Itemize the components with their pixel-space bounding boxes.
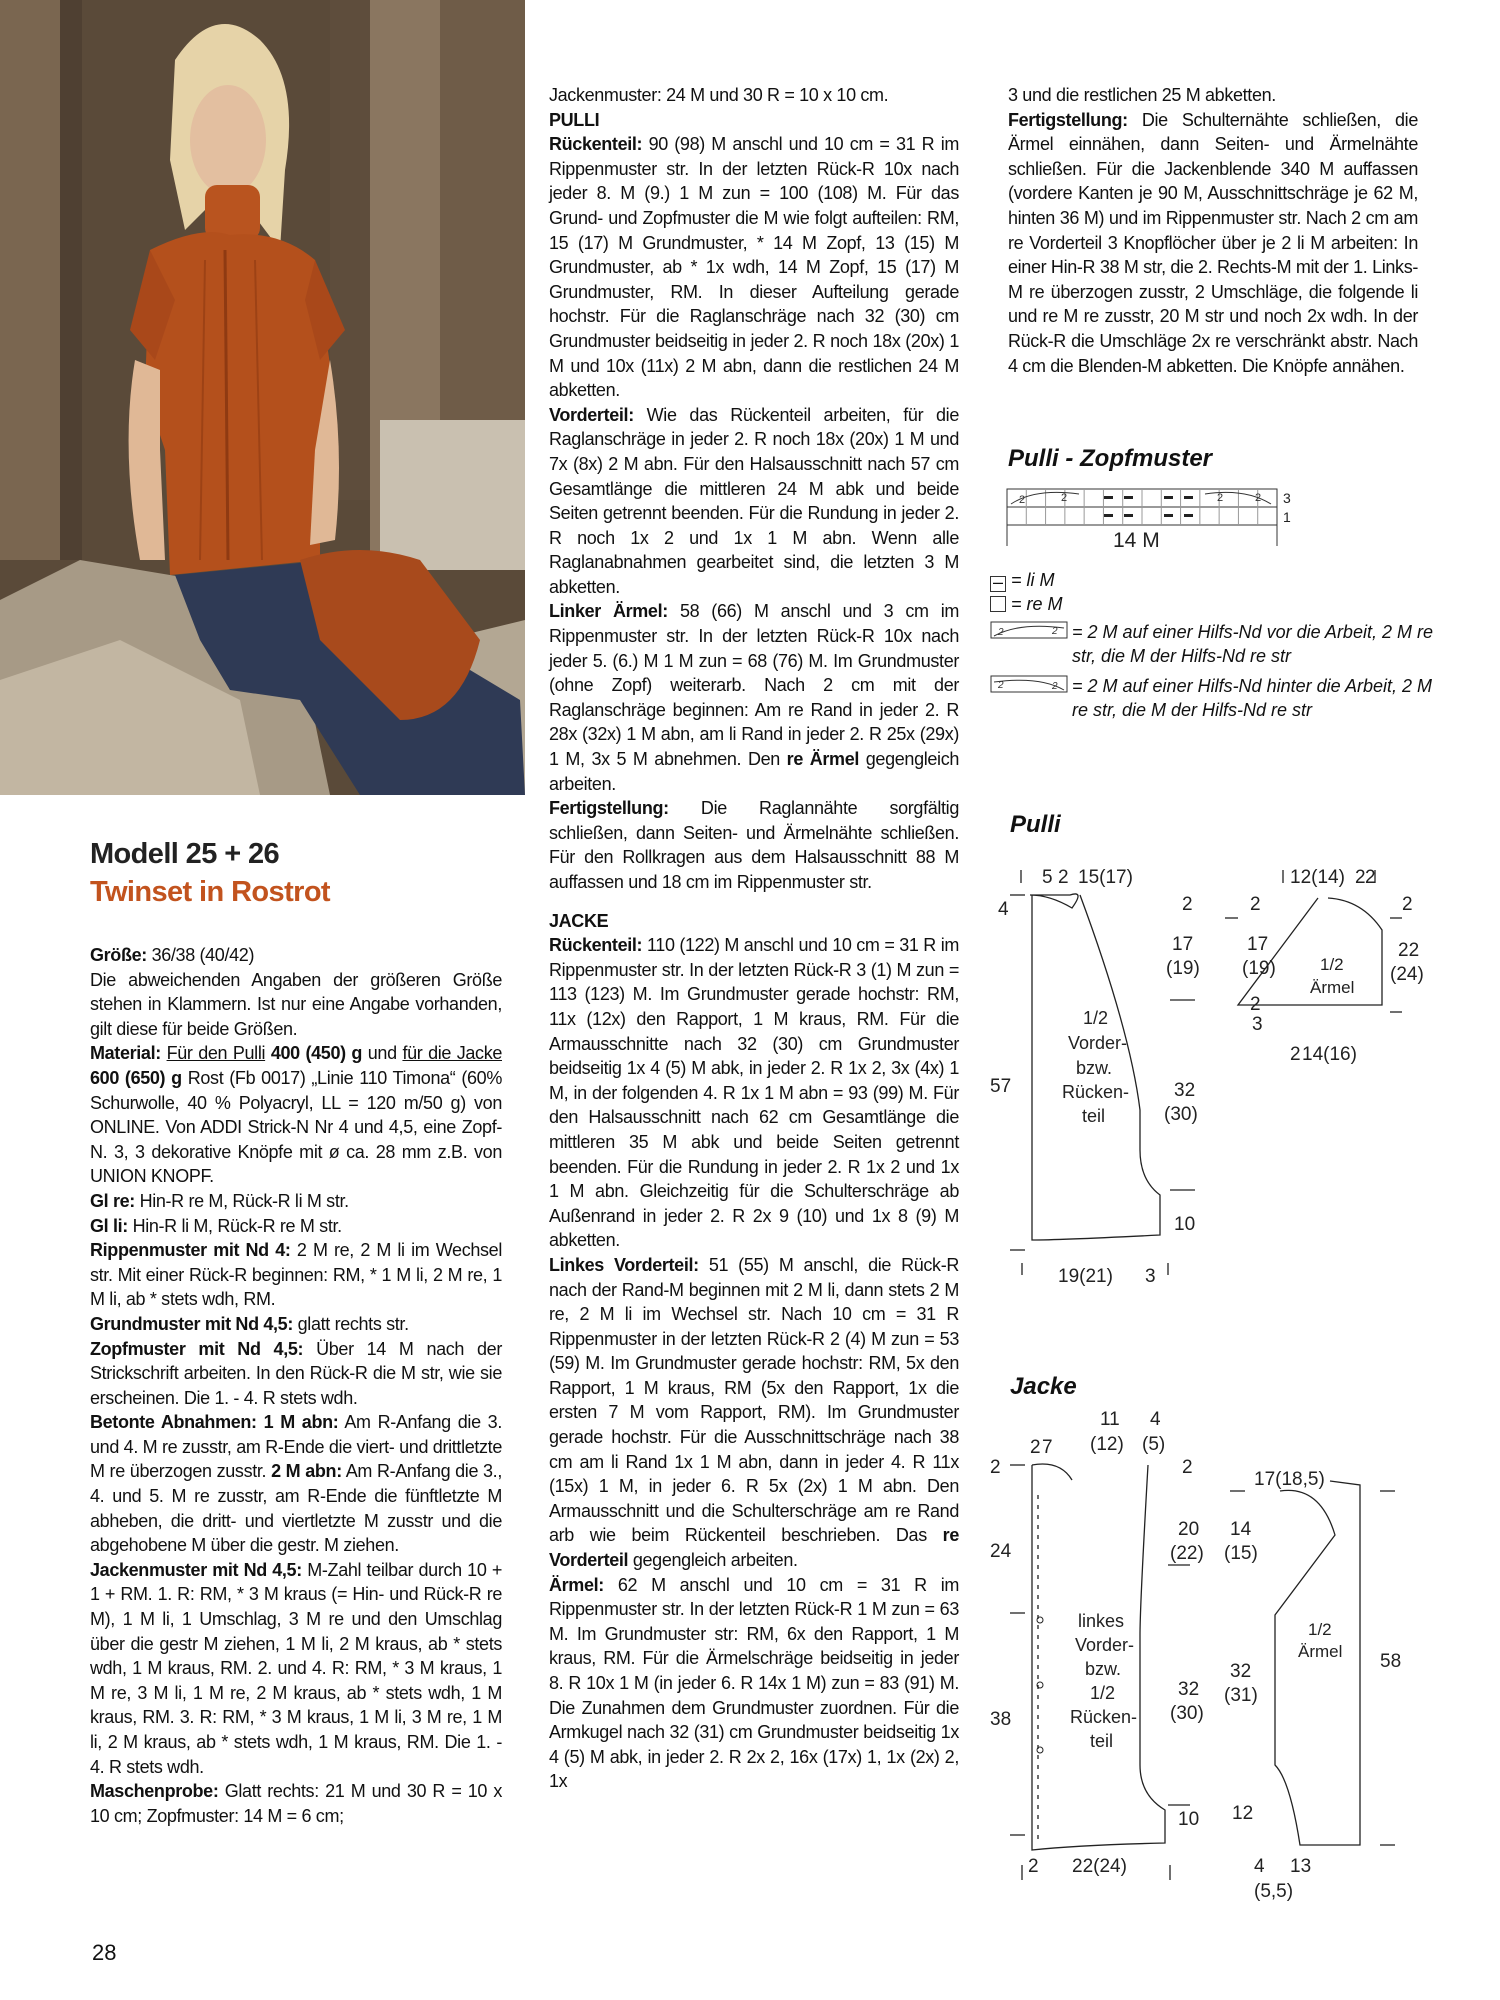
- rippen-paragraph: Rippenmuster mit Nd 4: 2 M re, 2 M li im Wechsel str. Mit einer Rück-R beginnen: RM, * 1 M li, 2 M re, 1 M li, ab * stets wdh, RM.: [90, 1240, 502, 1310]
- svg-text:Vorder-: Vorder-: [1068, 1033, 1128, 1053]
- jacke-ruecken: Rückenteil: 110 (122) M anschl und 10 cm = 31 R im Rippenmuster str. In der letzten Rück-R 3 (1) M zun = 113 (123) M. Im Grundmuster gerade hochstr: RM, 11x (12x) den Rapport, 1 M kraus, RM. Für die Armausschnitte nach 32 (30) cm Grundmuster beidseitig 1x 4 (5) M abk, in jeder 2. R 1x 2, 3x (4x) 1 M, in der folgenden 4. R 1x 1 M abn = 93 (99) M. Für den Halsausschnitt nach 62 cm Gesamtlänge die mittleren 35 M abk und beide Seiten getrennt beenden. Für die Rundung in jeder 2. R 1x 2 und 1x 1 M abn. Gleichzeitig für die Schulterschräge ab Außenrand in jeder 2. R 2x 9 (10) und 1x 8 (9) M abketten.: [549, 935, 960, 1251]
- legend-cable-front: 2 2 = 2 M auf einer Hilfs-Nd vor die Arbeit, 2 M re str, die M der Hilfs-Nd re str: [990, 620, 1440, 668]
- size-paragraph: Größe: 36/38 (40/42) Die abweichenden Angaben der größeren Größe stehen in Klammern. Ist nur eine Angabe vorhanden, gilt diese für beide Größen.: [90, 945, 502, 1039]
- svg-text:3: 3: [1145, 1266, 1156, 1287]
- zopf-paragraph: Zopfmuster mit Nd 4,5: Über 14 M nach der Strickschrift arbeiten. In den Rück-R die M str, wie sie erscheinen. Die 1. - 4. R stets wdh.: [90, 1338, 502, 1408]
- svg-text:58: 58: [1380, 1651, 1402, 1672]
- svg-text:3: 3: [1252, 1014, 1263, 1035]
- svg-text:2: 2: [998, 627, 1004, 638]
- svg-text:2: 2: [1061, 492, 1068, 504]
- pulli-fertig: Fertigstellung: Die Raglannähte sorgfältig schließen, dann Seiten- und Ärmelnähte schließen. Für den Rollkragen aus dem Halsausschnitt 88 M auffassen und 18 cm im Rippenmuster str.: [549, 798, 959, 892]
- cont-line: 3 und die restlichen 25 M abketten.: [1008, 85, 1276, 105]
- svg-text:32: 32: [1230, 1661, 1252, 1682]
- svg-text:Ärmel: Ärmel: [1310, 978, 1355, 997]
- svg-text:12(14): 12(14): [1290, 867, 1345, 888]
- svg-text:2: 2: [1019, 494, 1026, 506]
- svg-text:17(18,5): 17(18,5): [1254, 1469, 1325, 1490]
- svg-text:4: 4: [998, 899, 1009, 920]
- svg-text:2: 2: [1058, 867, 1069, 888]
- svg-text:2: 2: [990, 1457, 1001, 1478]
- glli-paragraph: Gl li: Hin-R li M, Rück-R re M str.: [90, 1215, 342, 1236]
- cable-cross-left-icon: [1011, 492, 1079, 506]
- svg-text:24: 24: [990, 1541, 1012, 1562]
- legend-purl: – = li M: [990, 568, 1440, 592]
- jacke-schematic-title: Jacke: [1010, 1373, 1077, 1400]
- svg-text:57: 57: [990, 1076, 1012, 1097]
- svg-text:(30): (30): [1164, 1104, 1198, 1125]
- svg-text:1/2: 1/2: [1308, 1620, 1332, 1639]
- svg-text:(5,5): (5,5): [1254, 1881, 1294, 1902]
- svg-text:Rücken-: Rücken-: [1062, 1082, 1130, 1102]
- cable-front-icon: [990, 620, 1068, 640]
- jackenmuster-paragraph: Jackenmuster mit Nd 4,5: M-Zahl teilbar durch 10 + 1 + RM. 1. R: RM, * 3 M kraus (= Hin- und Rück-R re M), 1 M li, 1 Umschlag, 3 M re und den Umschlag über die gestr M ziehen, 1 M li, 2 M kraus, ab * stets wdh, 1 M kraus, RM. 2. und 4. R: RM, * 3 M kraus, 1 M re, 3 M li, 1 M re, 2 M kraus, ab * stets wdh, 1 M kraus, RM. 3. R: RM, * 3 M kraus, 1 M li, 3 M re, 1 M li, 2 M kraus, ab * stets wdh, 1 M kraus, RM. Die 1. - 4. R stets wdh.: [90, 1559, 503, 1777]
- svg-text:10: 10: [1178, 1809, 1200, 1830]
- svg-text:teil: teil: [1082, 1106, 1106, 1126]
- svg-text:19(21): 19(21): [1058, 1266, 1113, 1287]
- svg-text:15(17): 15(17): [1078, 867, 1133, 888]
- jacke-schematic: [990, 1405, 1460, 1915]
- svg-text:2: 2: [1290, 1044, 1301, 1065]
- cable-chart: [1005, 484, 1305, 564]
- svg-text:2: 2: [1365, 867, 1376, 888]
- pulli-linker: Linker Ärmel: 58 (66) M anschl und 3 cm im Rippenmuster str. In der letzten Rück-R 10x nach jeder 5. (6.) M 1 M zun = 68 (76) M. Im Grundmuster (ohne Zopf) weiterarb. Nach 2 cm mit der Raglanschräge beginnen: Am re Rand in jeder 2. R 28x (32x) 1 M abn, am li Rand in jeder 2. R 25x (29x) 1 M, 3x 5 M abnehmen. Den re Ärmel gegengleich arbeiten.: [549, 601, 960, 794]
- svg-text:2: 2: [1052, 626, 1058, 637]
- svg-text:13: 13: [1290, 1856, 1312, 1877]
- svg-text:7: 7: [1042, 1437, 1053, 1458]
- svg-text:bzw.: bzw.: [1076, 1058, 1113, 1078]
- svg-text:teil: teil: [1090, 1731, 1114, 1751]
- svg-text:(22): (22): [1170, 1543, 1204, 1564]
- jacke-aermel: Ärmel: 62 M anschl und 10 cm = 31 R im Rippenmuster str. In der letzten Rück-R 1 M zun = 63 M. Im Grundmuster str: RM, 6x den Rapport, 1 M kraus, RM. Für die Ärmelschräge beidseitig in jeder 8. R 10x 1 M (in jeder 6. R 14x 1 M) zun = 83 (91) M. Die Zunahmen dem Grundmuster zuordnen. Für die Armkugel nach 32 (31) cm Grundmuster beidseitig 1x 4 (5) M abk, in jeder 2. R 2x 2, 16x (17x) 1, 1x (2x) 2, 1x: [549, 1574, 959, 1792]
- svg-text:11: 11: [1100, 1409, 1120, 1430]
- glre-paragraph: Gl re: Hin-R re M, Rück-R li M str.: [90, 1190, 349, 1211]
- svg-text:1/2: 1/2: [1090, 1683, 1116, 1703]
- svg-text:4: 4: [1254, 1856, 1265, 1877]
- svg-text:2: 2: [998, 680, 1004, 691]
- chart-width-label: 14 M: [1113, 529, 1160, 552]
- jacke-fertig: Fertigstellung: Die Schulternähte schließen, die Ärmel einnähen, dann Seiten- und Ärmelnähte schließen. Für die Jackenblende 340 M auffassen (vordere Kanten je 90 M, Ausschnittschräge je 62 M, hinten 36 M) und im Rippenmuster str. Nach 2 cm am re Vorderteil 3 Knopflöcher über je 2 li M arbeiten: In einer Hin-R 38 M str, die 2. Rechts-M mit der 1. Links-M re überzogen zusstr, 2 Umschläge, die folgende li und re M re zusstr, 20 M str und noch 2x wdh. In der Rück-R die Umschläge 2x re verschränkt abstr. Nach 4 cm die Blenden-M abketten. Die Knöpfe annähen.: [1008, 109, 1418, 376]
- svg-text:22(24): 22(24): [1072, 1856, 1127, 1877]
- svg-text:12: 12: [1232, 1803, 1254, 1824]
- legend: [990, 568, 1440, 722]
- grund-paragraph: Grundmuster mit Nd 4,5: glatt rechts str.: [90, 1313, 409, 1334]
- svg-text:2: 2: [1052, 681, 1058, 692]
- svg-text:(15): (15): [1224, 1543, 1258, 1564]
- svg-text:(30): (30): [1170, 1703, 1204, 1724]
- pulli-heading: PULLI: [549, 109, 600, 130]
- betonte-paragraph: Betonte Abnahmen: 1 M abn: Am R-Anfang die 3. und 4. M re zusstr, am R-Ende die viert- und drittletzte M re überzogen zusstr. 2 M abn: Am R-Anfang die 3., 4. und 5. M re zusstr, am R-Ende die fünftletzte M abheben, die dritt- und viertletzte M zusstr und die abgehobene M über die gestr. M ziehen.: [90, 1412, 502, 1556]
- chart-title: Pulli - Zopfmuster: [1008, 445, 1212, 472]
- middle-column: [549, 83, 959, 1794]
- svg-text:(5): (5): [1142, 1434, 1166, 1455]
- svg-text:(19): (19): [1242, 958, 1276, 979]
- svg-text:17: 17: [1172, 934, 1194, 955]
- svg-text:20: 20: [1178, 1519, 1200, 1540]
- pulli-schematic-title: Pulli: [1010, 811, 1061, 838]
- left-column: [90, 943, 502, 1828]
- chart-row-3: 3: [1283, 490, 1291, 506]
- svg-text:(12): (12): [1090, 1434, 1124, 1455]
- svg-text:Vorder-: Vorder-: [1075, 1635, 1135, 1655]
- svg-text:10: 10: [1174, 1214, 1196, 1235]
- svg-text:(19): (19): [1166, 958, 1200, 979]
- page-number: 28: [92, 1940, 117, 1965]
- svg-text:2: 2: [1402, 894, 1413, 915]
- pulli-schematic: [990, 850, 1460, 1300]
- svg-text:2: 2: [1255, 492, 1262, 504]
- knit-symbol-icon: [990, 596, 1006, 612]
- material-paragraph: Material: Für den Pulli 400 (450) g und für die Jacke 600 (650) g Rost (Fb 0017) „Linie 110 Timona“ (60% Schurwolle, 40 % Polyacryl, LL = 120 m/50 g) von ONLINE. Von ADDI Strick-N Nr 4 und 4,5, eine Zopf-N. 3, 3 dekorative Knöpfe mit ø ca. 28 mm z.B. von UNION KNOPF.: [90, 1043, 502, 1187]
- svg-text:2: 2: [1250, 894, 1261, 915]
- model-name: Twinset in Rostrot: [90, 876, 330, 908]
- model-photo: [0, 0, 525, 795]
- legend-cable-back: 2 2 = 2 M auf einer Hilfs-Nd hinter die Arbeit, 2 M re str, die M der Hilfs-Nd re str: [990, 674, 1440, 722]
- intro-line: Jackenmuster: 24 M und 30 R = 10 x 10 cm.: [549, 85, 889, 105]
- svg-text:5: 5: [1042, 867, 1053, 888]
- svg-text:linkes: linkes: [1078, 1611, 1125, 1631]
- svg-text:Ärmel: Ärmel: [1298, 1642, 1343, 1661]
- chart-row-1: 1: [1283, 509, 1291, 525]
- cable-back-icon: [990, 674, 1068, 694]
- svg-text:22: 22: [1398, 940, 1420, 961]
- pulli-vorder: Vorderteil: Wie das Rückenteil arbeiten, für die Raglanschräge in jeder 2. R noch 18x (20x) 1 M und 7x (8x) 2 M abn. Für den Halsausschnitt nach 57 cm Gesamtlänge die mittleren 24 M abk und beide Seiten getrennt beenden. Für die Rundung in jeder 2. R noch 1x 2 und 1x 1 M abn. Wenn alle Raglanabnahmen gearbeitet sind, die letzten 3 M abketten.: [549, 404, 959, 597]
- svg-text:32: 32: [1178, 1679, 1200, 1700]
- svg-text:4: 4: [1150, 1409, 1161, 1430]
- svg-text:17: 17: [1247, 934, 1269, 955]
- spacer: [549, 895, 959, 909]
- right-column: [1008, 83, 1418, 378]
- svg-text:2: 2: [1028, 1856, 1039, 1877]
- jacke-heading: JACKE: [549, 910, 609, 931]
- svg-text:38: 38: [990, 1709, 1012, 1730]
- purl-symbol-icon: –: [990, 576, 1006, 592]
- legend-knit: = re M: [990, 592, 1440, 616]
- svg-text:14: 14: [1230, 1519, 1252, 1540]
- svg-text:2: 2: [1217, 492, 1224, 504]
- svg-text:bzw.: bzw.: [1085, 1659, 1122, 1679]
- svg-text:2: 2: [1030, 1437, 1041, 1458]
- svg-text:2: 2: [1182, 894, 1193, 915]
- svg-text:2: 2: [1250, 994, 1261, 1015]
- svg-text:1/2: 1/2: [1083, 1008, 1109, 1028]
- svg-text:Rücken-: Rücken-: [1070, 1707, 1138, 1727]
- maschenprobe-paragraph: Maschenprobe: Glatt rechts: 21 M und 30 R = 10 x 10 cm; Zopfmuster: 14 M = 6 cm;: [90, 1781, 502, 1826]
- pulli-ruecken: Rückenteil: 90 (98) M anschl und 10 cm = 31 R im Rippenmuster str. In der letzten Rück-R 10x nach jeder 8. M (9.) 1 M zun = 100 (108) M. Für das Grund- und Zopfmuster die M wie folgt aufteilen: RM, 15 (17) M Grundmuster, * 14 M Zopf, 13 (15) M Grundmuster, ab * 1x wdh, 14 M Zopf, 15 (17) M Grundmuster, RM. In dieser Aufteilung gerade hochstr. Für die Raglanschräge nach 32 (30) cm Grundmuster beidseitig in jeder 2. R noch 18x (20x) 1 M und 10x (11x) 2 M abn, dann die restlichen 24 M abketten.: [549, 134, 959, 401]
- svg-text:(24): (24): [1390, 964, 1424, 985]
- svg-text:(31): (31): [1224, 1685, 1258, 1706]
- model-number: Modell 25 + 26: [90, 838, 280, 870]
- svg-text:2: 2: [1182, 1457, 1193, 1478]
- svg-text:2: 2: [1355, 867, 1366, 888]
- svg-text:32: 32: [1174, 1080, 1196, 1101]
- svg-text:14(16): 14(16): [1302, 1044, 1357, 1065]
- jacke-vorder: Linkes Vorderteil: 51 (55) M anschl, die Rück-R nach der Rand-M beginnen mit 2 M li, dann stets 2 M re, 2 M li im Wechsel str. Nach 10 cm = 31 R Rippenmuster in der letzten Rück-R 2 (4) M zun = 53 (59) M. Im Grundmuster gerade hochstr: RM, 5x den Rapport, 1 M kraus, RM (5x den Rapport, 1x die ersten 7 M vom Rapport, RM). Im Grundmuster gerade hochstr. Für die Ausschnittschräge nach 38 cm am li Rand 1x 1 M abn, dann in jeder 4. R 11x (15x) 1 M, in jeder 6. R 5x (2x) 1 M abn. Den Armausschnitt und die Schulterschräge am re Rand arb wie beim Rückenteil beschrieben. Das re Vorderteil gegengleich arbeiten.: [549, 1254, 960, 1571]
- svg-text:1/2: 1/2: [1320, 955, 1344, 974]
